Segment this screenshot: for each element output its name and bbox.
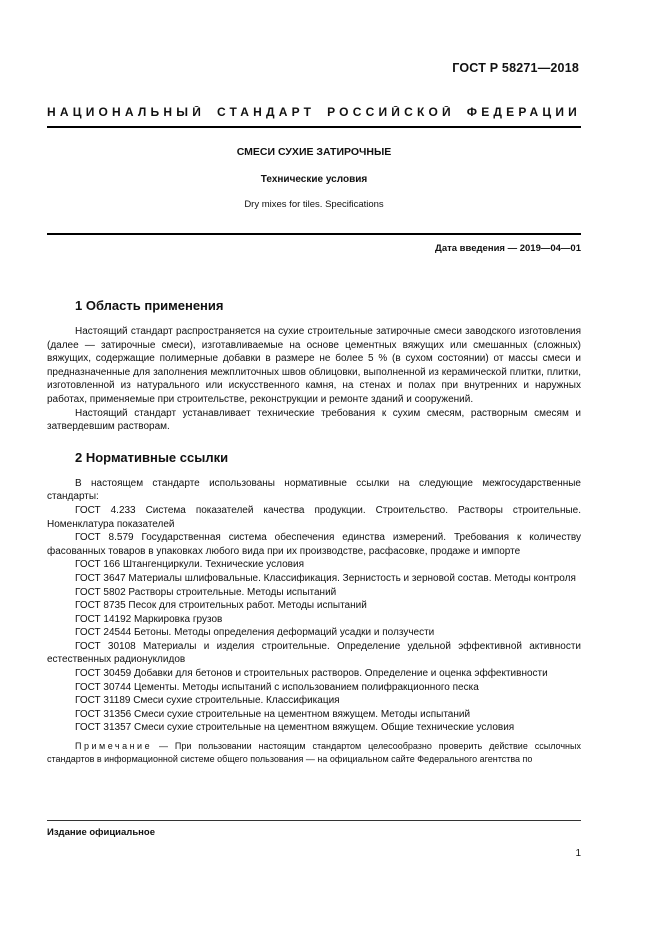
reference-item: ГОСТ 8.579 Государственная система обеспечения единства измерений. Требования к количеству фасованных товаров в упаковках любого вида при их производстве, расфасовке, продаже и импорте: [47, 532, 581, 557]
section-1-paragraph: Настоящий стандарт устанавливает технические требования к сухим смесям, растворным смесям и затвердевшим растворам.: [47, 407, 581, 433]
note-text: — При пользовании настоящим стандартом целесообразно проверить действие ссылочных стандартов в информационной системе общего пользования — на официальном сайте Федерального агентства по: [47, 741, 581, 765]
reference-item: ГОСТ 14192 Маркировка грузов: [75, 613, 223, 625]
reference-item: ГОСТ 24544 Бетоны. Методы определения деформаций усадки и ползучести: [75, 627, 435, 639]
top-divider: [47, 126, 581, 128]
reference-item: ГОСТ 8735 Песок для строительных работ. Методы испытаний: [75, 600, 367, 612]
document-subtitle: Технические условия: [260, 173, 368, 185]
document-title-english: Dry mixes for tiles. Specifications: [244, 199, 384, 211]
reference-item: ГОСТ 31357 Смеси сухие строительные на цементном вяжущем. Общие технические условия: [75, 722, 515, 734]
reference-item: ГОСТ 166 Штангенциркули. Технические условия: [75, 559, 304, 571]
national-standard-title: НАЦИОНАЛЬНЫЙ СТАНДАРТ РОССИЙСКОЙ ФЕДЕРАЦИИ: [47, 106, 581, 119]
note-label: Примечание: [75, 741, 153, 752]
title-divider: [47, 233, 581, 235]
note: [47, 740, 581, 766]
section-2-intro: В настоящем стандарте использованы нормативные ссылки на следующие межгосударственные стандарты:: [47, 477, 581, 503]
main-content: [47, 298, 581, 766]
introduction-date: Дата введения — 2019—04—01: [435, 243, 581, 254]
page-number: 1: [575, 848, 581, 859]
section-1-heading: 1 Область применения: [75, 298, 224, 313]
reference-item: ГОСТ 31356 Смеси сухие строительные на цементном вяжущем. Методы испытаний: [75, 708, 471, 720]
section-2-heading: 2 Нормативные ссылки: [75, 449, 229, 465]
reference-item: ГОСТ 30108 Материалы и изделия строительные. Определение удельной эффективной активности естественных радионуклидов: [47, 640, 581, 666]
reference-item: ГОСТ 3647 Материалы шлифовальные. Классификация. Зернистость и зерновой состав. Методы контроля: [75, 572, 576, 584]
reference-item: ГОСТ 4.233 Система показателей качества продукции. Строительство. Растворы строительные. Номенклатура показателей: [47, 504, 581, 530]
title-block: [47, 146, 581, 212]
document-title: СМЕСИ СУХИЕ ЗАТИРОЧНЫЕ: [236, 146, 392, 158]
reference-item: ГОСТ 31189 Смеси сухие строительные. Классификация: [75, 695, 340, 707]
reference-item: ГОСТ 5802 Растворы строительные. Методы испытаний: [75, 586, 337, 598]
footer-divider: [47, 820, 581, 821]
standard-number: ГОСТ Р 58271—2018: [452, 61, 579, 75]
reference-item: ГОСТ 30459 Добавки для бетонов и строительных растворов. Определение и оценка эффективности: [75, 668, 548, 680]
official-edition-label: Издание официальное: [47, 827, 155, 838]
section-1-paragraph: Настоящий стандарт распространяется на сухие строительные затирочные смеси заводского изготовления (далее — затирочные смеси), изготавливаемые на основе цементных вяжущих или смешанных (сложных) вяжущих, содержащие полимерные добавки в размере не более 5 % (в сухом состоянии) от массы смеси и предназначенные для заполнения межплиточных швов облицовки, выполненной из керамической плитки, плитки, изготовленной из натурального или искусственного камня, на стенах и полах при внутренних и наружных работах, применяемые при строительстве, реконструкции и ремонте зданий и сооружений.: [47, 326, 581, 405]
reference-item: ГОСТ 30744 Цементы. Методы испытаний с использованием полифракционного песка: [75, 681, 479, 693]
